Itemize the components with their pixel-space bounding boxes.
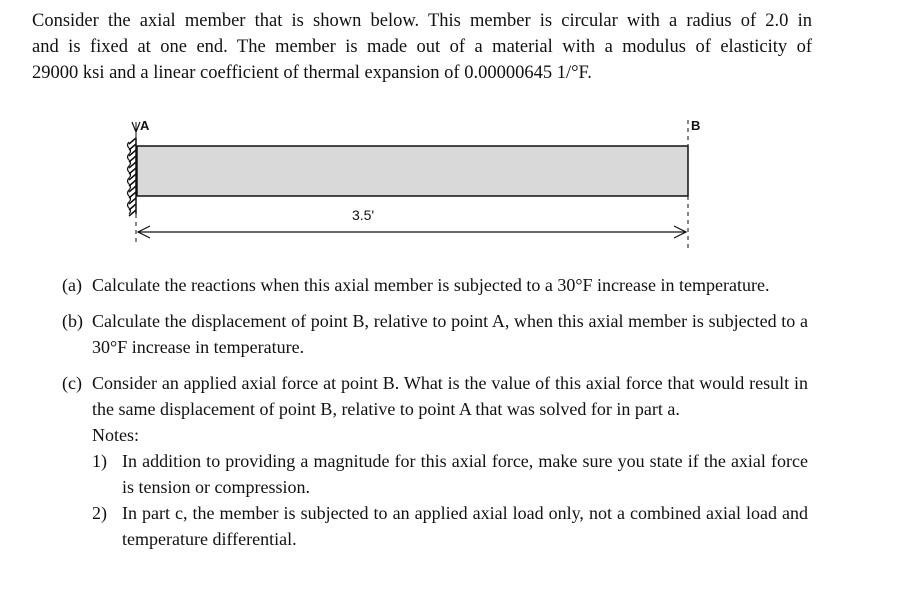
fixed-support-icon <box>128 138 137 216</box>
problem-statement-line-3: 29000 ksi and a linear coefficient of thermal expansion of 0.00000645 1/°F. <box>32 63 592 83</box>
question-c-label: (c) <box>62 373 82 393</box>
problem-statement <box>32 8 812 86</box>
note-1-label: 1) <box>92 451 107 471</box>
point-b-label: B <box>691 118 701 133</box>
problem-statement-line-2: and is fixed at one end. The member is made out of a material with a modulus of elasticity of <box>32 37 812 57</box>
question-c <box>62 370 808 552</box>
length-dimension <box>138 226 686 238</box>
question-list <box>62 272 808 552</box>
axial-member-figure <box>0 110 898 260</box>
note-2-text: In part c, the member is subjected to an applied axial load only, not a combined axial load and temperature differential. <box>122 503 808 549</box>
question-b <box>62 308 808 360</box>
question-a-label: (a) <box>62 275 82 295</box>
note-item <box>92 500 808 552</box>
note-1-text: In addition to providing a magnitude for this axial force, make sure you state if the axial force is tension or compression. <box>122 451 808 497</box>
length-label: 3.5' <box>352 207 375 223</box>
question-b-label: (b) <box>62 311 83 331</box>
question-c-text: Consider an applied axial force at point B. What is the value of this axial force that would result in the same displacement of point B, relative to point A that was solved for in part a. <box>92 373 808 419</box>
note-2-label: 2) <box>92 503 107 523</box>
point-a-label: A <box>140 118 150 133</box>
note-item <box>92 448 808 500</box>
question-b-text: Calculate the displacement of point B, relative to point A, when this axial member is subjected to a 30°F increase in temperature. <box>92 311 808 357</box>
question-a <box>62 272 808 298</box>
axial-member-bar <box>137 146 688 196</box>
question-a-text: Calculate the reactions when this axial member is subjected to a 30°F increase in temperature. <box>92 275 770 295</box>
problem-statement-line-1: Consider the axial member that is shown below. This member is circular with a radius of 2.0 in <box>32 11 812 31</box>
notes-title: Notes: <box>92 425 139 445</box>
